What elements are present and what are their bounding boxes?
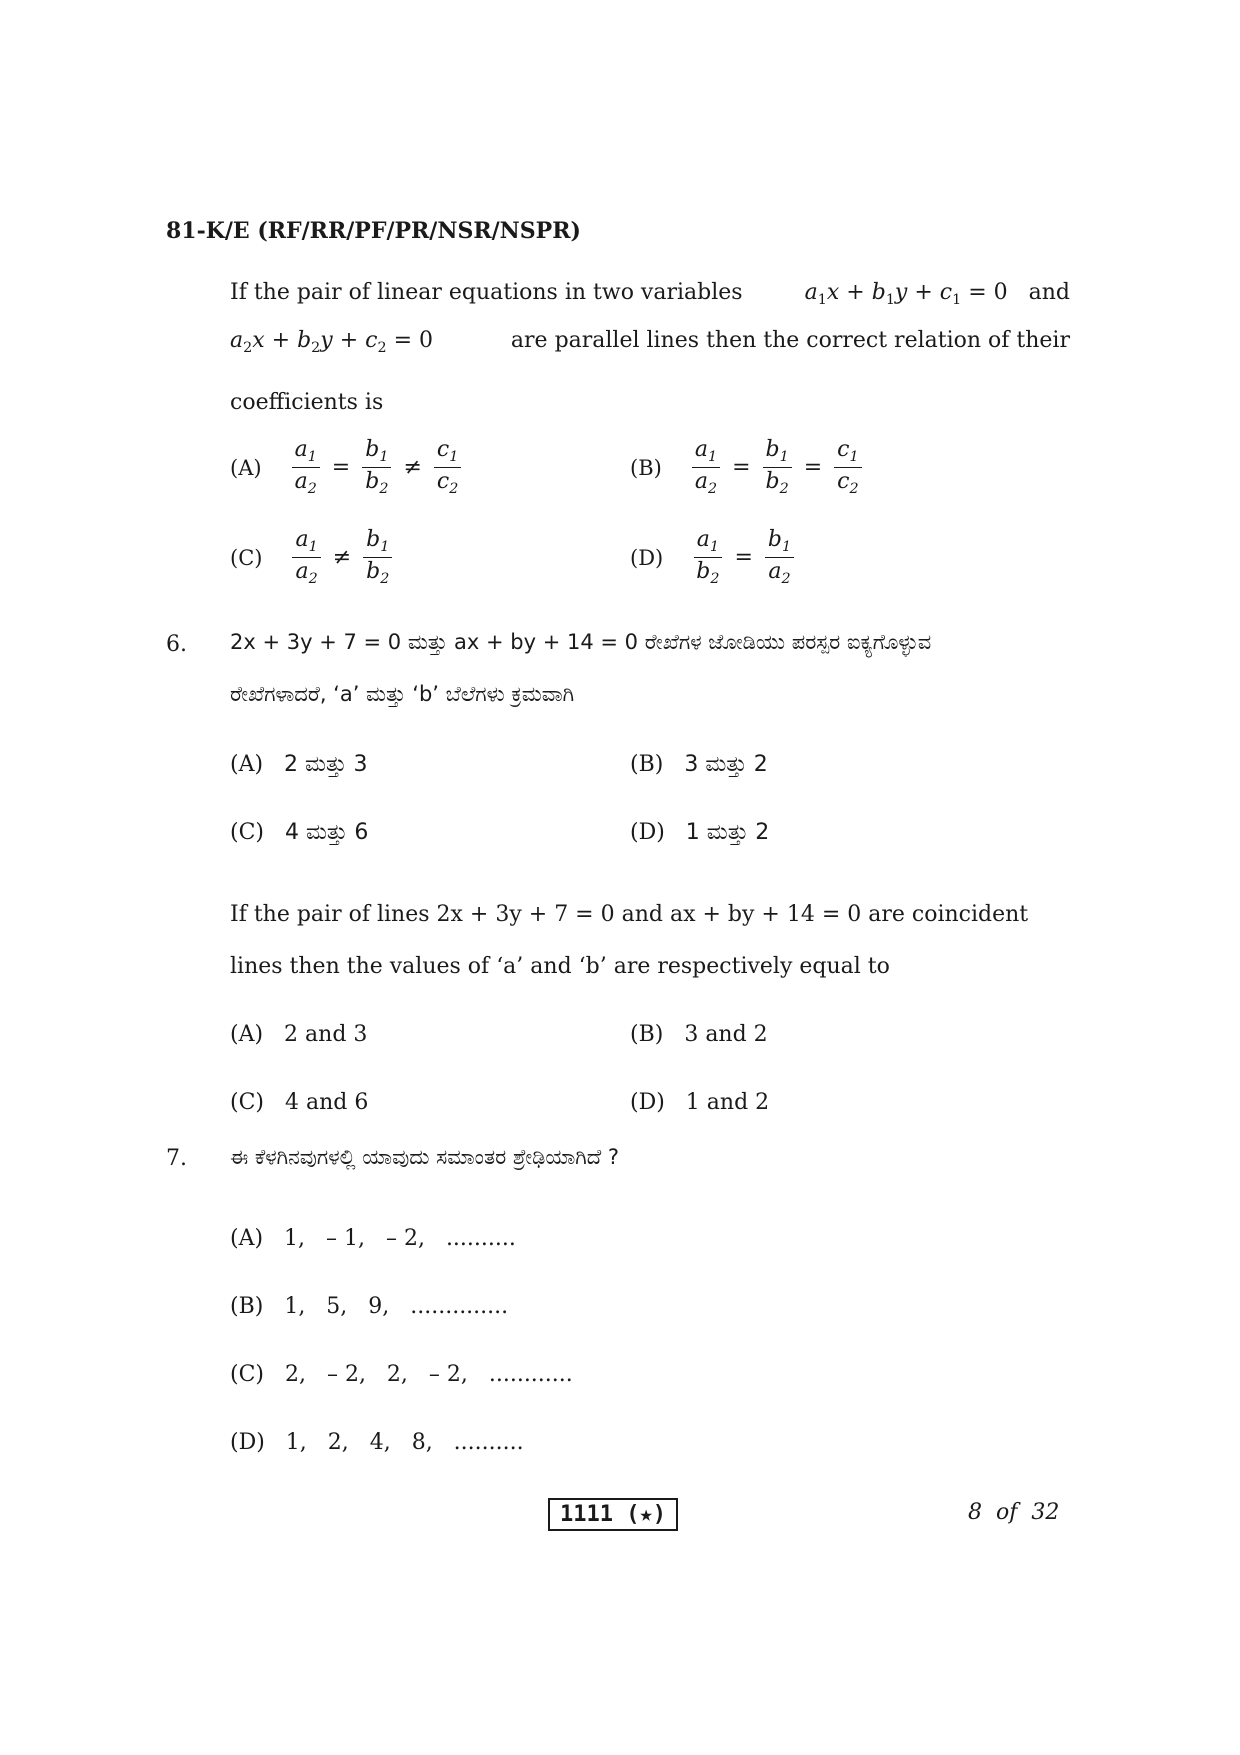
- q5-line2: [230, 328, 1070, 356]
- q6-kannada-option-d: [630, 820, 769, 845]
- booklet-code: 1111 (★): [548, 1498, 678, 1531]
- option-label: (A): [230, 752, 264, 777]
- option-text: 2 and 3: [284, 1022, 368, 1047]
- q7-option-a: [230, 1226, 516, 1251]
- option-label: (B): [230, 1294, 264, 1319]
- q6-english-option-c: [230, 1090, 368, 1115]
- q7-option-b: [230, 1294, 508, 1319]
- q6-english-option-a: [230, 1022, 367, 1047]
- fraction: $\frac{c_1}{c_2}$: [834, 438, 861, 497]
- option-label: (C): [230, 820, 264, 845]
- option-text: 4 and 6: [284, 1090, 369, 1115]
- relation-symbol: =: [734, 545, 753, 570]
- fraction: $\frac{a_1}{a_2}$: [292, 438, 320, 497]
- option-label: (B): [630, 1022, 664, 1047]
- paper-code-header: 81-K/E (RF/RR/PF/PR/NSR/NSPR): [166, 218, 581, 244]
- q5-option-c: [230, 528, 396, 587]
- option-text: 3 ಮತ್ತು 2: [684, 752, 768, 777]
- q5-line1-and: and: [1028, 280, 1070, 305]
- option-text: 3 and 2: [684, 1022, 768, 1047]
- relation-symbol: =: [331, 455, 351, 480]
- option-label: (C): [230, 1090, 264, 1115]
- q5-option-a: [230, 438, 465, 497]
- fraction: $\frac{a_1}{b_2}$: [693, 528, 722, 587]
- q6-english-line1: If the pair of lines 2x + 3y + 7 = 0 and ax + by + 14 = 0 are coincident: [230, 902, 1029, 927]
- q7-kannada-line: ಈ ಕೆಳಗಿನವುಗಳಲ್ಲಿ ಯಾವುದು ಸಮಾಂತರ ಶ್ರೇಢಿಯಾಗಿದೆ ?: [230, 1145, 620, 1169]
- q5-eq2: $a_2x + b_2y + c_2 = 0$: [230, 328, 433, 356]
- q6-english-option-b: [630, 1022, 768, 1047]
- q5-line3: coefficients is: [230, 390, 384, 415]
- fraction: $\frac{b_1}{b_2}$: [363, 528, 392, 587]
- q5-eq1: $a_1x + b_1y + c_1 = 0$ and: [804, 280, 1070, 308]
- option-text: 1, 5, 9, ..............: [284, 1294, 509, 1319]
- option-label: (D): [630, 1090, 665, 1115]
- fraction: $\frac{b_1}{a_2}$: [765, 528, 794, 587]
- fraction: $\frac{c_1}{c_2}$: [434, 438, 461, 497]
- option-text: 1 and 2: [685, 1090, 770, 1115]
- q5-option-d: [630, 528, 798, 587]
- option-label: (B): [630, 752, 664, 777]
- q7-number: 7.: [166, 1146, 187, 1171]
- option-text: 1 ಮತ್ತು 2: [685, 820, 770, 845]
- option-label: (D): [630, 545, 664, 570]
- q6-kannada-line1: 2x + 3y + 7 = 0 ಮತ್ತು ax + by + 14 = 0 ರೇಖೆಗಳ ಜೋಡಿಯು ಪರಸ್ಪರ ಐಕ್ಯಗೊಳ್ಳುವ: [230, 630, 932, 654]
- page-number: 8 of 32: [968, 1500, 1060, 1525]
- q5-option-b: [630, 438, 866, 497]
- q6-english-option-d: [630, 1090, 769, 1115]
- option-label: (A): [230, 1022, 264, 1047]
- fraction: $\frac{a_1}{a_2}$: [692, 438, 720, 497]
- relation-symbol: =: [803, 455, 823, 480]
- option-label: (C): [230, 1362, 264, 1387]
- option-label: (C): [230, 545, 263, 570]
- q6-number: 6.: [166, 632, 187, 657]
- q5-line1: [230, 280, 1070, 308]
- fraction: $\frac{b_1}{b_2}$: [763, 438, 792, 497]
- q6-kannada-option-a: [230, 752, 367, 777]
- q6-english-line2: lines then the values of ‘a’ and ‘b’ are respectively equal to: [230, 954, 890, 979]
- option-text: 2, – 2, 2, – 2, ............: [284, 1362, 573, 1387]
- option-label: (A): [230, 1226, 264, 1251]
- relation-symbol: =: [732, 455, 751, 480]
- q5-line2-text: are parallel lines then the correct relation of their: [510, 328, 1070, 353]
- relation-symbol: ≠: [332, 545, 352, 570]
- q7-option-d: [230, 1430, 524, 1455]
- q7-option-c: [230, 1362, 573, 1387]
- option-text: 2 ಮತ್ತು 3: [284, 752, 368, 777]
- q6-kannada-line2: ರೇಖೆಗಳಾದರೆ, ‘a’ ಮತ್ತು ‘b’ ಬೆಲೆಗಳು ಕ್ರಮವಾಗಿ: [230, 682, 575, 706]
- q6-kannada-option-b: [630, 752, 768, 777]
- option-label: (B): [630, 455, 662, 480]
- q6-kannada-option-c: [230, 820, 368, 845]
- relation-symbol: ≠: [403, 455, 422, 480]
- q5-line1-text: If the pair of linear equations in two variables: [230, 280, 743, 305]
- option-label: (D): [630, 820, 665, 845]
- fraction: $\frac{a_1}{a_2}$: [292, 528, 320, 587]
- fraction: $\frac{b_1}{b_2}$: [362, 438, 391, 497]
- option-label: (D): [230, 1430, 265, 1455]
- option-text: 4 ಮತ್ತು 6: [284, 820, 369, 845]
- option-text: 1, – 1, – 2, ..........: [284, 1226, 516, 1251]
- option-text: 1, 2, 4, 8, ..........: [285, 1430, 524, 1455]
- option-label: (A): [230, 455, 262, 480]
